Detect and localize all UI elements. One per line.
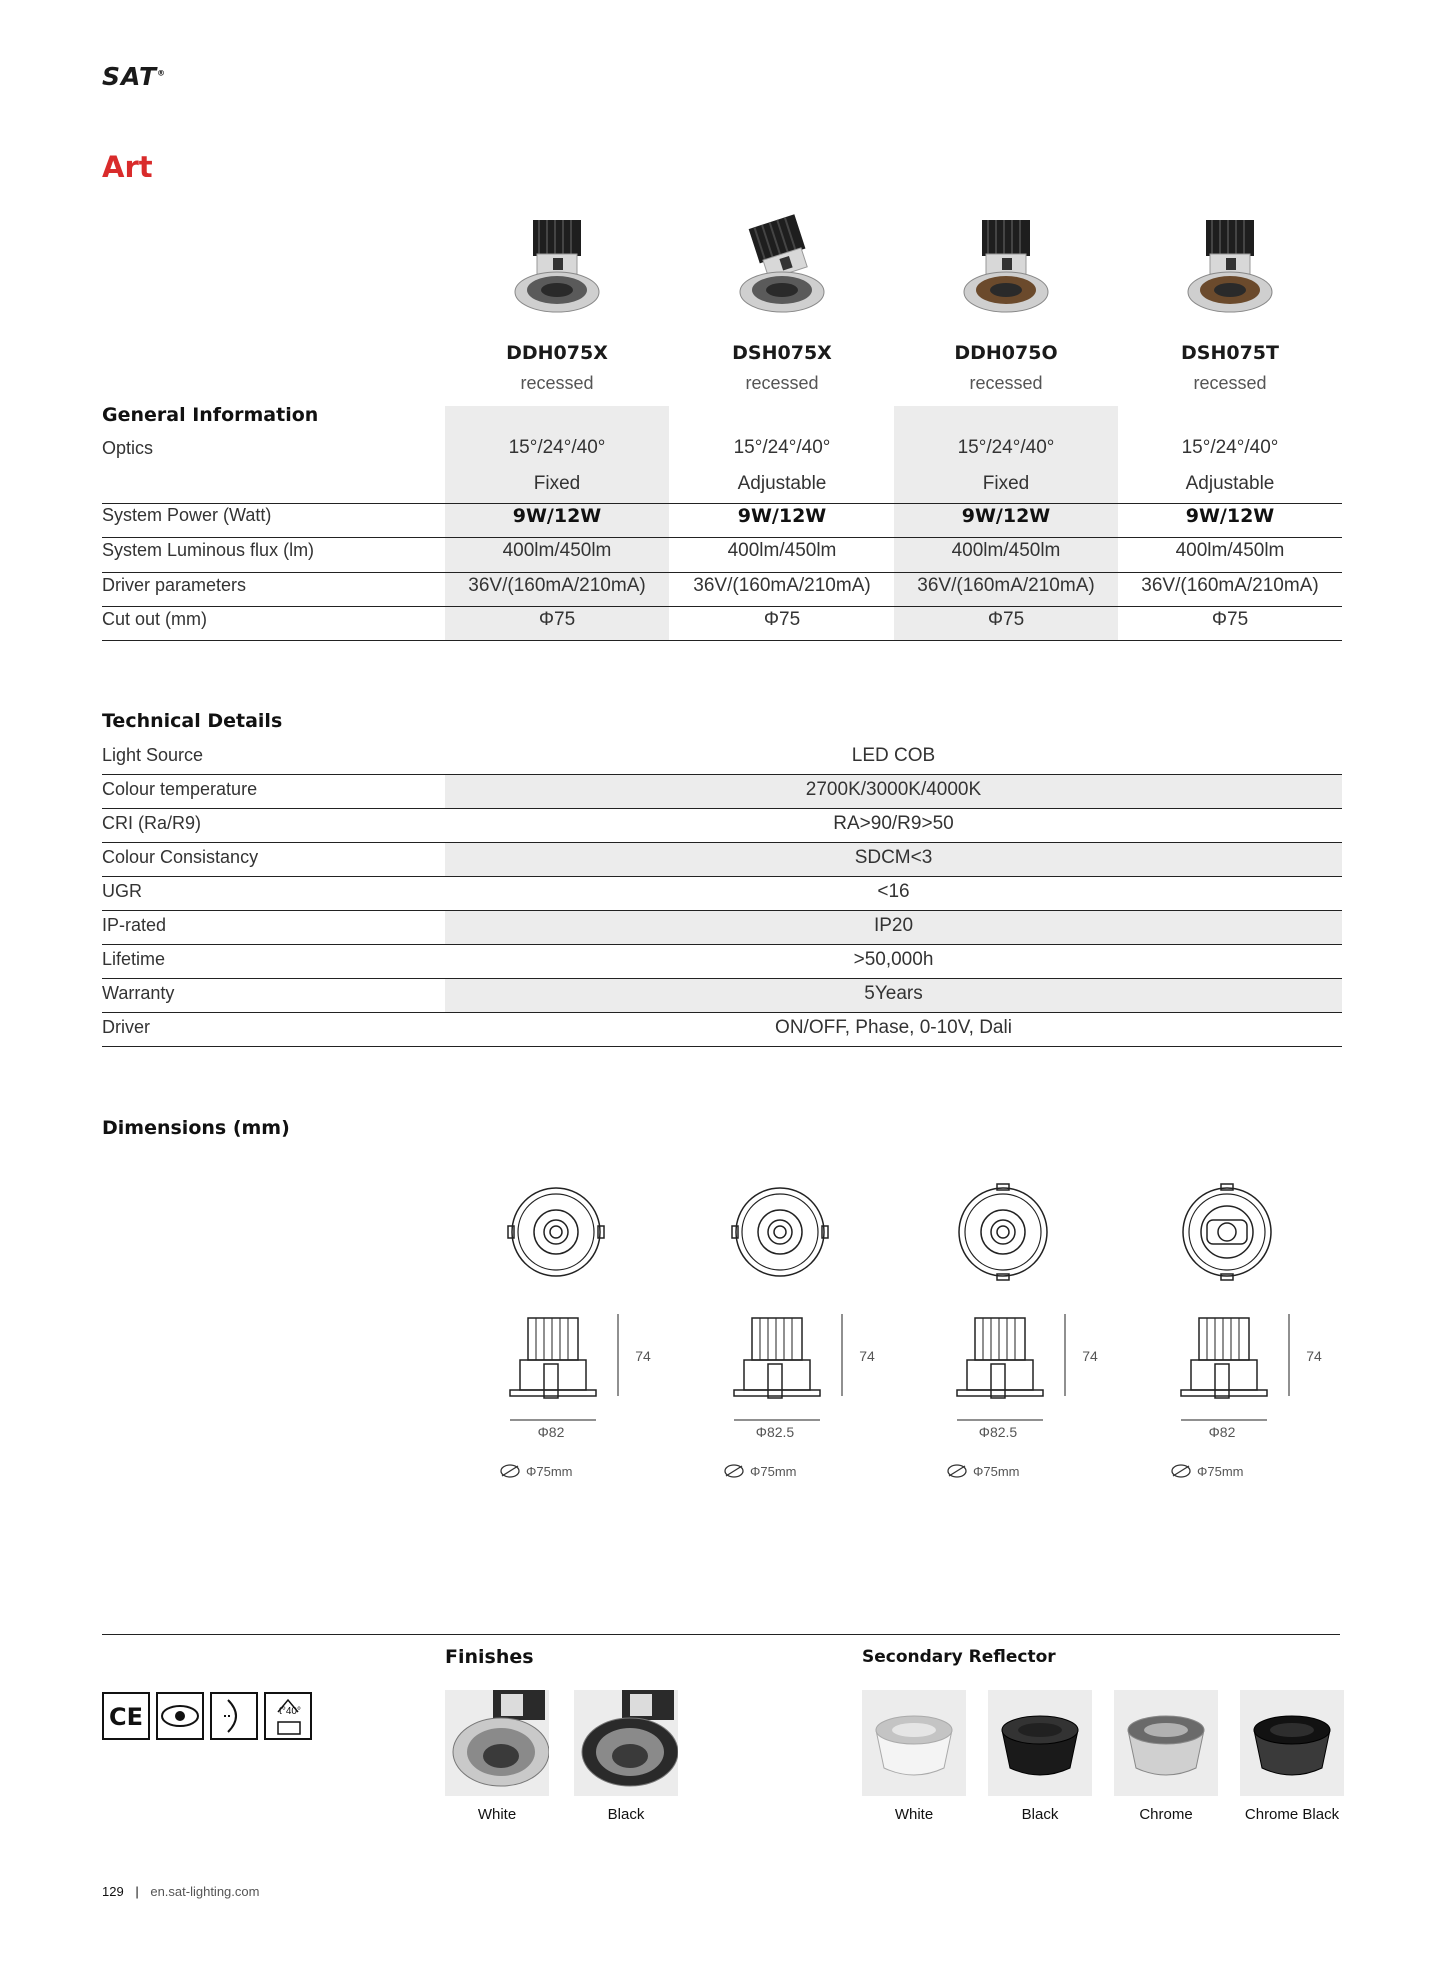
side-view-drawing bbox=[1177, 1312, 1307, 1428]
row-divider bbox=[102, 808, 1342, 809]
tech-row-label: CRI (Ra/R9) bbox=[102, 813, 202, 833]
product-mount-type: recessed bbox=[969, 373, 1043, 393]
tech-row-label: Colour temperature bbox=[102, 779, 258, 799]
product-mount-type: recessed bbox=[1193, 373, 1267, 393]
cutout-value: Φ75 bbox=[1211, 609, 1249, 630]
tech-row-value: >50,000h bbox=[853, 949, 934, 970]
reflector-swatch[interactable] bbox=[1240, 1690, 1344, 1796]
product-image bbox=[946, 214, 1066, 324]
height-dimension: 74 bbox=[635, 1348, 651, 1364]
svg-text:CE: CE bbox=[108, 1703, 144, 1731]
cutout-dimension bbox=[724, 1462, 797, 1480]
optics-angles: 15°/24°/40° bbox=[957, 437, 1055, 458]
page-number: 129 bbox=[102, 1884, 124, 1899]
tech-row-value: SDCM<3 bbox=[854, 847, 933, 868]
row-label-flux: System Luminous flux (lm) bbox=[102, 540, 315, 560]
tech-row-value: ON/OFF, Phase, 0-10V, Dali bbox=[775, 1017, 1012, 1038]
website-link[interactable]: en.sat-lighting.com bbox=[150, 1884, 260, 1899]
product-model-name: DDH075X bbox=[506, 342, 608, 364]
flux-value: 400lm/450lm bbox=[1175, 540, 1285, 561]
tech-row-label: Colour Consistancy bbox=[102, 847, 259, 867]
optics-angles: 15°/24°/40° bbox=[508, 437, 606, 458]
brand-logo: SAT® bbox=[102, 62, 167, 91]
optics-angles: 15°/24°/40° bbox=[1181, 437, 1279, 458]
side-view-drawing bbox=[953, 1312, 1083, 1428]
top-view-drawing bbox=[953, 1182, 1053, 1282]
side-view-drawing bbox=[506, 1312, 636, 1428]
tech-row-label: UGR bbox=[102, 881, 142, 901]
optics-mode: Fixed bbox=[533, 473, 581, 494]
power-value: 9W/12W bbox=[1185, 505, 1275, 527]
product-image bbox=[497, 214, 617, 324]
page-title: Art bbox=[102, 150, 153, 184]
top-view-drawing bbox=[730, 1182, 830, 1282]
row-divider bbox=[102, 503, 1342, 504]
flux-value: 400lm/450lm bbox=[727, 540, 837, 561]
general-info-title: General Information bbox=[102, 404, 319, 426]
cutout-value: Φ75mm bbox=[1197, 1463, 1244, 1479]
product-mount-type: recessed bbox=[745, 373, 819, 393]
product-model-name: DDH075O bbox=[954, 342, 1058, 364]
finishes-title: Finishes bbox=[445, 1646, 534, 1668]
ce-mark-icon bbox=[103, 1693, 149, 1739]
row-label-optics: Optics bbox=[102, 438, 154, 458]
technical-details-title: Technical Details bbox=[102, 710, 283, 732]
reflector-label: Black bbox=[1021, 1806, 1059, 1823]
power-value: 9W/12W bbox=[961, 505, 1051, 527]
optics-mode: Fixed bbox=[982, 473, 1030, 494]
diameter-dimension: Φ82 bbox=[537, 1424, 565, 1440]
finish-swatch[interactable] bbox=[445, 1690, 549, 1796]
cutout-value: Φ75 bbox=[987, 609, 1025, 630]
row-divider bbox=[102, 1012, 1342, 1013]
row-divider bbox=[102, 944, 1342, 945]
row-divider bbox=[102, 876, 1342, 877]
eye-safety-icon bbox=[157, 1693, 203, 1739]
reflector-label: White bbox=[894, 1806, 934, 1823]
row-divider bbox=[102, 640, 1342, 641]
side-view-drawing bbox=[730, 1312, 860, 1428]
row-divider bbox=[102, 572, 1342, 573]
power-value: 9W/12W bbox=[512, 505, 602, 527]
flux-value: 400lm/450lm bbox=[502, 540, 612, 561]
cutout-dimension bbox=[947, 1462, 1020, 1480]
page-footer bbox=[102, 1884, 259, 1899]
diameter-dimension: Φ82 bbox=[1208, 1424, 1236, 1440]
cutout-value: Φ75mm bbox=[526, 1463, 573, 1479]
driver-value: 36V/(160mA/210mA) bbox=[693, 575, 871, 596]
row-divider bbox=[102, 606, 1342, 607]
footer-separator: | bbox=[135, 1884, 139, 1899]
reflector-swatch[interactable] bbox=[862, 1690, 966, 1796]
product-image bbox=[722, 214, 842, 324]
tech-row-label: Warranty bbox=[102, 983, 175, 1003]
optics-angles: 15°/24°/40° bbox=[733, 437, 831, 458]
finish-label: Black bbox=[607, 1806, 645, 1823]
tech-row-value: LED COB bbox=[851, 745, 936, 766]
reflector-label: Chrome Black bbox=[1244, 1806, 1340, 1823]
driver-value: 36V/(160mA/210mA) bbox=[468, 575, 646, 596]
diameter-dimension: Φ82.5 bbox=[978, 1424, 1018, 1440]
tech-row-value: 2700K/3000K/4000K bbox=[805, 779, 982, 800]
cutout-value: Φ75mm bbox=[750, 1463, 797, 1479]
tech-row-value: RA>90/R9>50 bbox=[833, 813, 954, 834]
row-divider bbox=[102, 537, 1342, 538]
tech-row-label: IP-rated bbox=[102, 915, 167, 935]
height-dimension: 74 bbox=[859, 1348, 875, 1364]
tech-row-label: Light Source bbox=[102, 745, 204, 765]
optics-mode: Adjustable bbox=[737, 473, 827, 494]
dimmable-icon bbox=[211, 1693, 257, 1739]
bottom-divider bbox=[102, 1634, 1340, 1635]
tech-row-label: Lifetime bbox=[102, 949, 166, 969]
height-dimension: 74 bbox=[1306, 1348, 1322, 1364]
row-divider bbox=[102, 1046, 1342, 1047]
cutout-icon bbox=[500, 1464, 520, 1478]
row-label-power: System Power (Watt) bbox=[102, 505, 272, 525]
driver-value: 36V/(160mA/210mA) bbox=[1141, 575, 1319, 596]
cutout-dimension bbox=[500, 1462, 573, 1480]
cutout-icon bbox=[947, 1464, 967, 1478]
product-image bbox=[1170, 214, 1290, 324]
top-view-drawing bbox=[1177, 1182, 1277, 1282]
product-model-name: DSH075X bbox=[732, 342, 832, 364]
cutout-icon bbox=[724, 1464, 744, 1478]
row-label-cutout: Cut out (mm) bbox=[102, 609, 208, 629]
height-dimension: 74 bbox=[1082, 1348, 1098, 1364]
top-view-drawing bbox=[506, 1182, 606, 1282]
row-label-driver: Driver parameters bbox=[102, 575, 247, 595]
tech-row-value: 5Years bbox=[864, 983, 923, 1004]
tech-row-label: Driver bbox=[102, 1017, 150, 1037]
tech-row-value: IP20 bbox=[873, 915, 914, 936]
driver-value: 36V/(160mA/210mA) bbox=[917, 575, 1095, 596]
power-value: 9W/12W bbox=[737, 505, 827, 527]
tech-row-value: <16 bbox=[877, 881, 910, 902]
cutout-value: Φ75mm bbox=[973, 1463, 1020, 1479]
product-mount-type: recessed bbox=[520, 373, 594, 393]
flux-value: 400lm/450lm bbox=[951, 540, 1061, 561]
reflector-swatch[interactable] bbox=[1114, 1690, 1218, 1796]
cutout-value: Φ75 bbox=[763, 609, 801, 630]
temperature-label: t°40° bbox=[279, 1706, 301, 1717]
diameter-dimension: Φ82.5 bbox=[755, 1424, 795, 1440]
finish-label: White bbox=[477, 1806, 517, 1823]
finish-swatch[interactable] bbox=[574, 1690, 678, 1796]
optics-mode: Adjustable bbox=[1185, 473, 1275, 494]
certification-icons bbox=[102, 1692, 312, 1740]
reflector-label: Chrome bbox=[1139, 1806, 1193, 1823]
cutout-dimension bbox=[1171, 1462, 1244, 1480]
reflector-swatch[interactable] bbox=[988, 1690, 1092, 1796]
dimensions-title: Dimensions (mm) bbox=[102, 1117, 290, 1139]
cutout-value: Φ75 bbox=[538, 609, 576, 630]
reflector-title: Secondary Reflector bbox=[862, 1647, 1056, 1667]
product-model-name: DSH075T bbox=[1181, 342, 1279, 364]
cutout-icon bbox=[1171, 1464, 1191, 1478]
